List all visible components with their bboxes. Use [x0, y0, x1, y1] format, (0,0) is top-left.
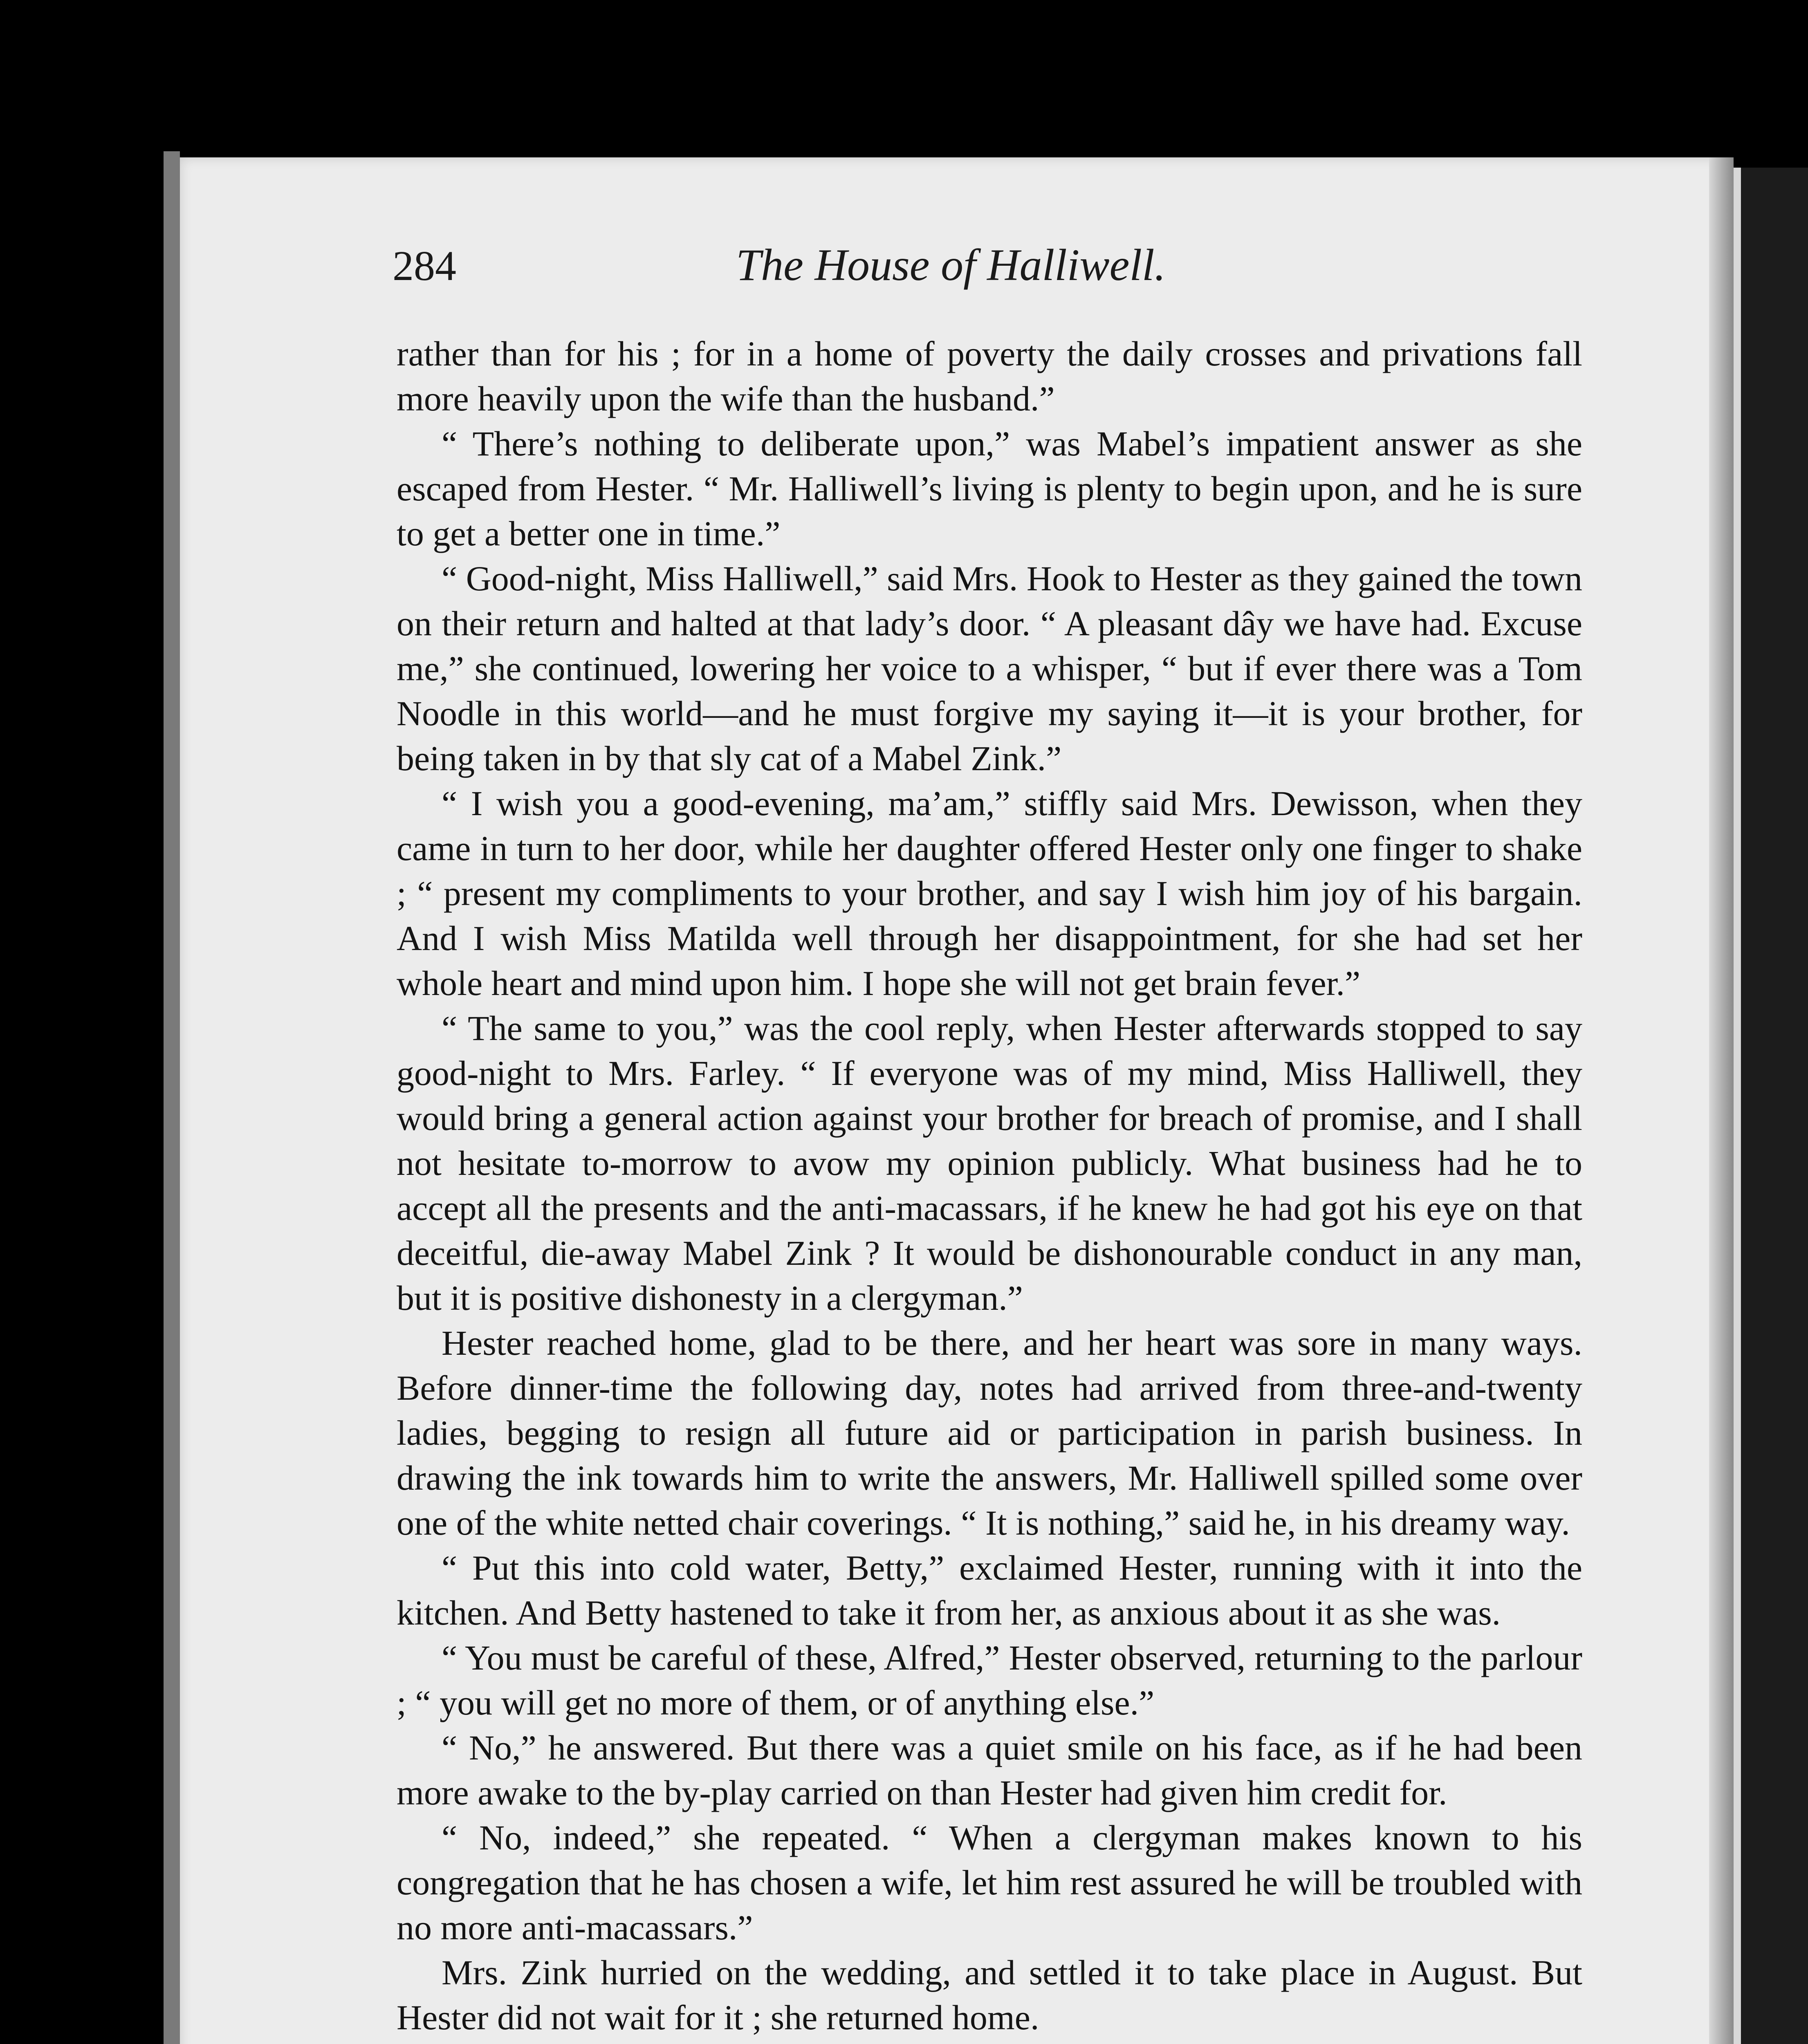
paragraph: Mrs. Zink hurried on the wedding, and settled it to take place in August. But Hester did not wait for it ; she returned home. — [397, 1953, 1582, 2037]
page-gutter — [1709, 157, 1734, 2044]
paragraph: “ There’s nothing to deliberate upon,” was Mabel’s impatient answer as she escaped from Hester. “ Mr. Halliwell’s living is plenty to begin upon, and he is sure to get a better one in time.” — [397, 424, 1582, 553]
paragraph: “ No, indeed,” she repeated. “ When a clergyman makes known to his congregation that he has chosen a wife, let him rest assured he will be troubled with no more anti-macassars.” — [397, 1818, 1582, 1947]
paragraph: “ Good-night, Miss Halliwell,” said Mrs. Hook to Hester as they gained the town on their return and halted at that lady’s door. “ A pleasant dây we have had. Excuse me,” she continued, lowering her voice to a whisper, “ but if ever there was a Tom Noodle in this world—and he must forgive my saying it—it is your brother, for being taken in by that sly cat of a Mabel Zink.” — [397, 559, 1582, 778]
running-title: The House of Halliwell. — [736, 240, 1166, 290]
paragraph: “ Put this into cold water, Betty,” exclaimed Hester, running with it into the kitchen. And Betty hastened to take it from her, as anxious about it as she was. — [397, 1548, 1582, 1632]
facing-page-edge — [1734, 168, 1808, 2044]
page-number: 284 — [393, 242, 456, 289]
paragraph: Hester reached home, glad to be there, and her heart was sore in many ways. Before dinner-time the following day, notes had arrived from three-and-twenty ladies, begging to resign all future aid or participation in parish business. In drawing the ink towards him to write the answers, Mr. Halliwell spilled some over one of the white netted chair coverings. “ It is nothing,” said he, in his dreamy way. — [397, 1323, 1582, 1542]
paragraph: “ You must be careful of these, Alfred,” Hester observed, returning to the parlour ; “ you will get no more of them, or of anything else.” — [397, 1638, 1582, 1722]
page-left-edge — [164, 151, 180, 2044]
paragraph: “ The same to you,” was the cool reply, when Hester afterwards stopped to say good-night to Mrs. Farley. “ If everyone was of my mind, Miss Halliwell, they would bring a general action against your brother for breach of promise, and I shall not hesitate to-morrow to avow my opinion publicly. What business had he to accept all the presents and the anti-macassars, if he knew he had got his eye on that deceitful, die-away Mabel Zink ? It would be dishonourable conduct in any man, but it is positive dishonesty in a clergyman.” — [397, 1009, 1582, 1318]
paragraph: “ No,” he answered. But there was a quiet smile on his face, as if he had been more awake to the by-play carried on than Hester had given him credit for. — [397, 1728, 1582, 1812]
paragraph: “ I wish you a good-evening, ma’am,” stiffly said Mrs. Dewisson, when they came in turn to her door, while her daughter offered Hester only one finger to shake ; “ present my compliments to your brother, and say I wish him joy of his bargain. And I wish Miss Matilda well through her disappointment, for she had set her whole heart and mind upon him. I hope she will not get brain fever.” — [397, 784, 1582, 1003]
page-header — [393, 239, 1586, 305]
body-text — [397, 331, 1582, 2040]
paragraph: rather than for his ; for in a home of poverty the daily crosses and privations fall more heavily upon the wife than the husband.” — [397, 334, 1582, 418]
